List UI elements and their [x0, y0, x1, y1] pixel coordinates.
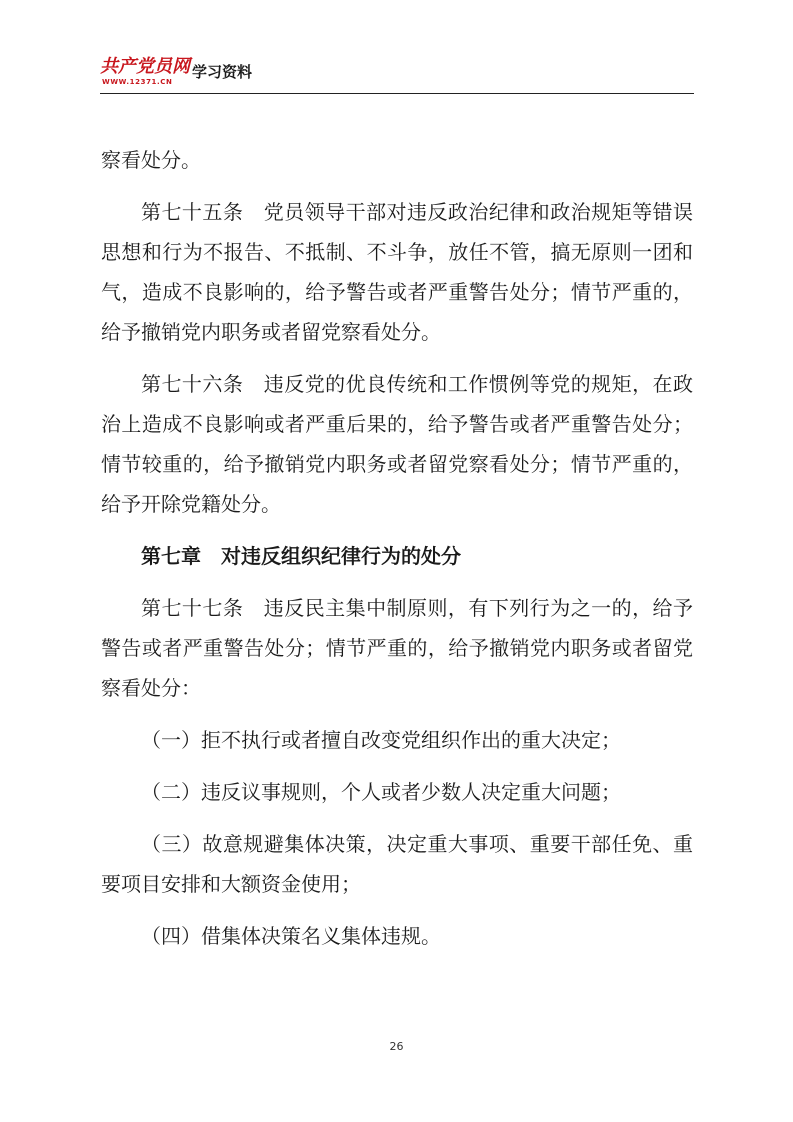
paragraph-continuation: 察看处分。	[101, 148, 201, 172]
list-item-4: （四）借集体决策名义集体违规。	[141, 924, 441, 948]
list-item-3: （三）故意规避集体决策，决定重大事项、重要干部任免、重要项目安排和大额资金使用；	[101, 832, 693, 896]
site-logo-url: WWW.12371.CN	[102, 78, 173, 86]
list-item-2: （二）违反议事规则，个人或者少数人决定重大问题；	[141, 780, 621, 804]
section-title: 学习资料	[192, 63, 253, 81]
chapter-heading: 第七章 对违反组织纪律行为的处分	[141, 544, 461, 568]
page-number: 26	[389, 1040, 404, 1053]
list-item-1: （一）拒不执行或者擅自改变党组织作出的重大决定；	[141, 728, 621, 752]
document-body	[101, 140, 693, 968]
article-77: 第七十七条 违反民主集中制原则，有下列行为之一的，给予警告或者严重警告处分；情节严重的，给予撤销党内职务或者留党察看处分：	[101, 596, 693, 700]
article-75: 第七十五条 党员领导干部对违反政治纪律和政治规矩等错误思想和行为不报告、不抵制、不斗争，放任不管，搞无原则一团和气，造成不良影响的，给予警告或者严重警告处分；情节严重的，给予撤销党内职务或者留党察看处分。	[101, 200, 693, 344]
header-divider	[100, 93, 694, 94]
article-76: 第七十六条 违反党的优良传统和工作惯例等党的规矩，在政治上造成不良影响或者严重后果的，给予警告或者严重警告处分；情节较重的，给予撤销党内职务或者留党察看处分；情节严重的，给予开除党籍处分。	[101, 372, 693, 516]
site-logo[interactable]: 共产党员网	[100, 56, 190, 77]
page-header	[100, 56, 694, 94]
